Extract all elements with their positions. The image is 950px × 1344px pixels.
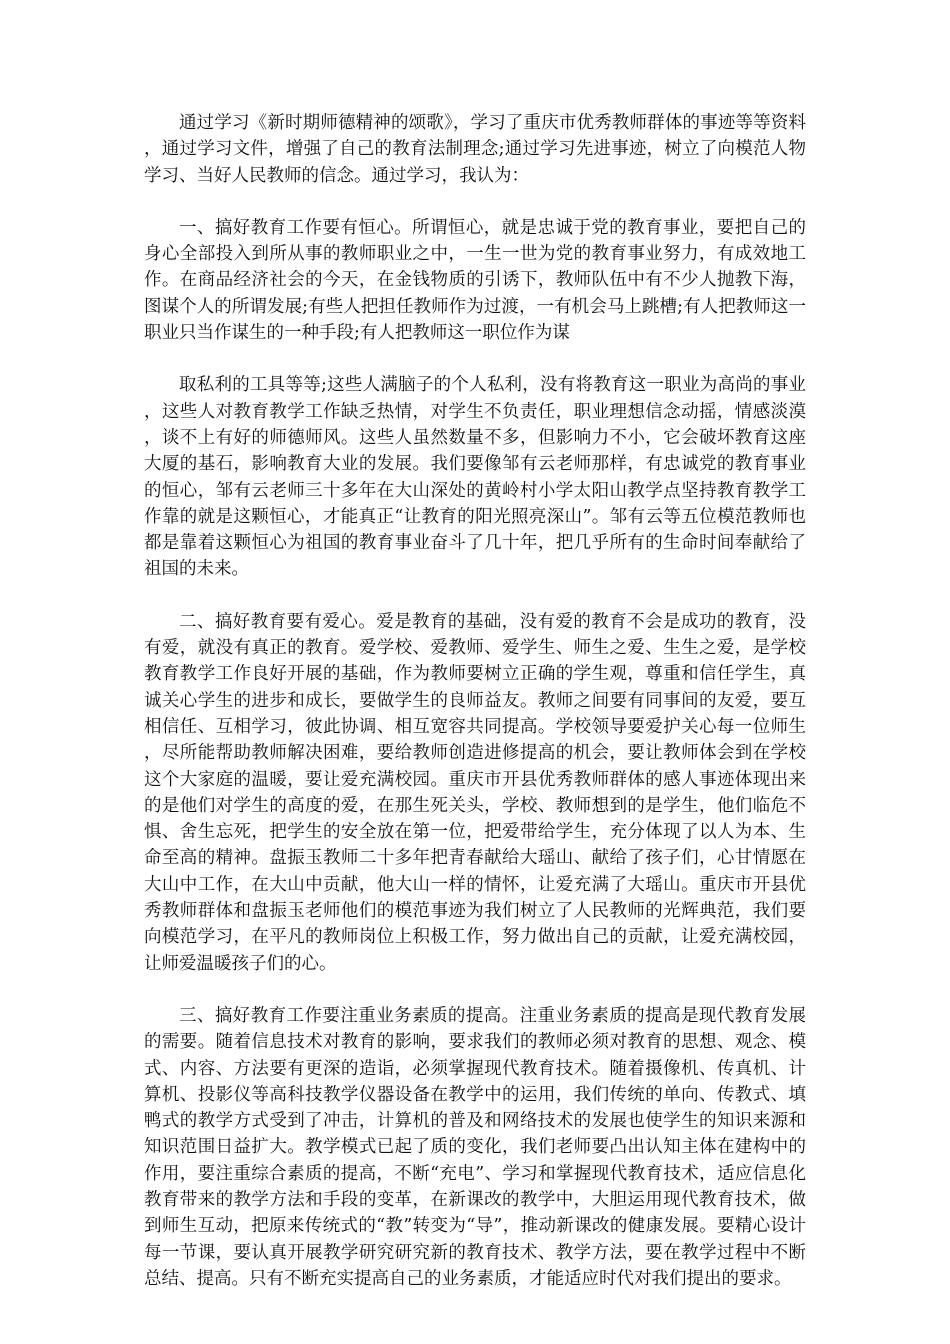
document-body <box>144 110 806 1318</box>
paragraph-perseverance: 一、搞好教育工作要有恒心。所谓恒心，就是忠诚于党的教育事业，要把自己的身心全部投入到所从事的教师职业之中，一生一世为党的教育事业努力，有成效地工作。在商品经济社会的今天，在金钱物质的引诱下，教师队伍中有不少人抛教下海，图谋个人的所谓发展;有些人把担任教师作为过渡，一有机会马上跳槽;有人把教师这一职业只当作谋生的一种手段;有人把教师这一职位作为谋 <box>144 217 806 344</box>
paragraph-professional-quality: 三、搞好教育工作要注重业务素质的提高。注重业务素质的提高是现代教育发展的需要。随着信息技术对教育的影响，要求我们的教师必须对教育的思想、观念、模式、内容、方法要有更深的造诣，必须掌握现代教育技术。随着摄像机、传真机、计算机、投影仪等高科技教学仪器设备在教学中的运用，我们传统的单向、传教式、填鸭式的教学方式受到了冲击，计算机的普及和网络技术的发展也使学生的知识来源和知识范围日益扩大。教学模式已起了质的变化，我们老师要凸出认知主体在建构中的作用，要注重综合素质的提高，不断“充电”、学习和掌握现代教育技术，适应信息化教育带来的教学方法和手段的变革，在新课改的教学中，大胆运用现代教育技术，做到师生互动，把原来传统式的“教”转变为“导”，推动新课改的健康发展。要精心设计每一节课，要认真开展教学研究研究新的教育技术、教学方法，要在教学过程中不断总结、提高。只有不断充实提高自己的业务素质，才能适应时代对我们提出的要求。 <box>144 1005 806 1289</box>
paragraph-perseverance-continued: 取私利的工具等等;这些人满脑子的个人私利，没有将教育这一职业为高尚的事业，这些人对教育教学工作缺乏热情，对学生不负责任，职业理想信念动摇，情感淡漠，谈不上有好的师德师风。这些人虽然数量不多，但影响力不小，它会破坏教育这座大厦的基石，影响教育大业的发展。我们要像邹有云老师那样，有忠诚党的教育事业的恒心，邹有云老师三十多年在大山深处的黄岭村小学太阳山教学点坚持教育教学工作靠的就是这颗恒心，才能真正“让教育的阳光照亮深山”。邹有云等五位模范教师也都是靠着这颗恒心为祖国的教育事业奋斗了几十年，把几乎所有的生命时间奉献给了祖国的未来。 <box>144 375 806 580</box>
paragraph-intro: 通过学习《新时期师德精神的颂歌》，学习了重庆市优秀教师群体的事迹等等资料，通过学习文件，增强了自己的教育法制理念;通过学习先进事迹，树立了向模范人物学习、当好人民教师的信念。通过学习，我认为： <box>144 113 806 186</box>
paragraph-love: 二、搞好教育要有爱心。爱是教育的基础，没有爱的教育不会是成功的教育，没有爱，就没有真正的教育。爱学校、爱教师、爱学生、师生之爱、生生之爱，是学校教育教学工作良好开展的基础，作为教师要树立正确的学生观，尊重和信任学生，真诚关心学生的进步和成长，要做学生的良师益友。教师之间要有同事间的友爱，要互相信任、互相学习，彼此协调、相互宽容共同提高。学校领导要爱护关心每一位师生，尽所能帮助教师解决困难，要给教师创造进修提高的机会，要让教师体会到在学校这个大家庭的温暖，要让爱充满校园。重庆市开县优秀教师群体的感人事迹体现出来的是他们对学生的高度的爱，在那生死关头，学校、教师想到的是学生，他们临危不惧、舍生忘死，把学生的安全放在第一位，把爱带给学生，充分体现了以人为本、生命至高的精神。盘振玉教师二十多年把青春献给大瑶山、献给了孩子们，心甘情愿在大山中工作，在大山中贡献，他大山一样的情怀，让爱充满了大瑶山。重庆市开县优秀教师群体和盘振玉老师他们的模范事迹为我们树立了人民教师的光辉典范，我们要向模范学习，在平凡的教师岗位上积极工作，努力做出自己的贡献，让爱充满校园，让师爱温暖孩子们的心。 <box>144 611 806 974</box>
